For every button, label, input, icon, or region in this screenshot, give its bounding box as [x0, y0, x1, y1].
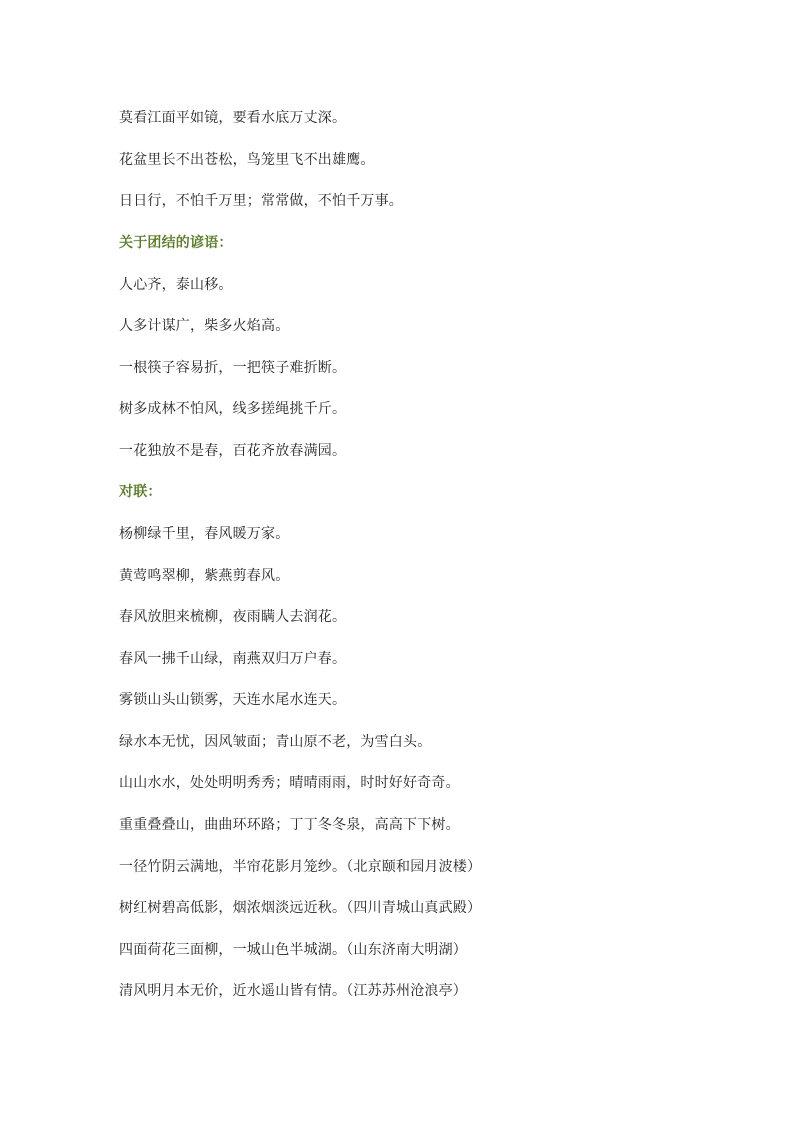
- text-line: 四面荷花三面柳，一城山色半城湖。（山东济南大明湖）: [119, 942, 467, 958]
- text-line: 春风一拂千山绿，南燕双归万户春。: [119, 651, 347, 667]
- text-line: 花盆里长不出苍松，鸟笼里飞不出雄鹰。: [119, 152, 375, 168]
- text-line: 人心齐，泰山移。: [119, 277, 233, 293]
- text-line: 清风明月本无价，近水遥山皆有情。（江苏苏州沧浪亭）: [119, 983, 467, 999]
- text-line: 黄莺鸣翠柳，紫燕剪春风。: [119, 568, 290, 584]
- text-line: 重重叠叠山，曲曲环环路；丁丁冬冬泉，高高下下树。: [119, 817, 460, 833]
- text-line: 树多成林不怕风，线多搓绳挑千斤。: [119, 401, 347, 417]
- text-line: 绿水本无忧，因风皱面；青山原不老，为雪白头。: [119, 734, 432, 750]
- section-heading-couplets: 对联：: [119, 484, 162, 500]
- text-line: 一径竹阴云满地，半帘花影月笼纱。（北京颐和园月波楼）: [119, 859, 482, 875]
- text-line: 莫看江面平如镜，要看水底万丈深。: [119, 110, 347, 126]
- text-line: 雾锁山头山锁雾，天连水尾水连天。: [119, 692, 347, 708]
- text-line: 日日行，不怕千万里；常常做，不怕千万事。: [119, 193, 403, 209]
- text-line: 一根筷子容易折，一把筷子难折断。: [119, 360, 347, 376]
- text-line: 树红树碧高低影，烟浓烟淡远近秋。（四川青城山真武殿）: [119, 900, 482, 916]
- text-line: 春风放胆来梳柳，夜雨瞒人去润花。: [119, 609, 347, 625]
- text-line: 人多计谋广，柴多火焰高。: [119, 318, 290, 334]
- text-line: 一花独放不是春，百花齐放春满园。: [119, 443, 347, 459]
- text-line: 山山水水，处处明明秀秀；晴晴雨雨，时时好好奇奇。: [119, 775, 460, 791]
- section-heading-unity-proverbs: 关于团结的谚语：: [119, 235, 233, 251]
- text-line: 杨柳绿千里，春风暖万家。: [119, 526, 290, 542]
